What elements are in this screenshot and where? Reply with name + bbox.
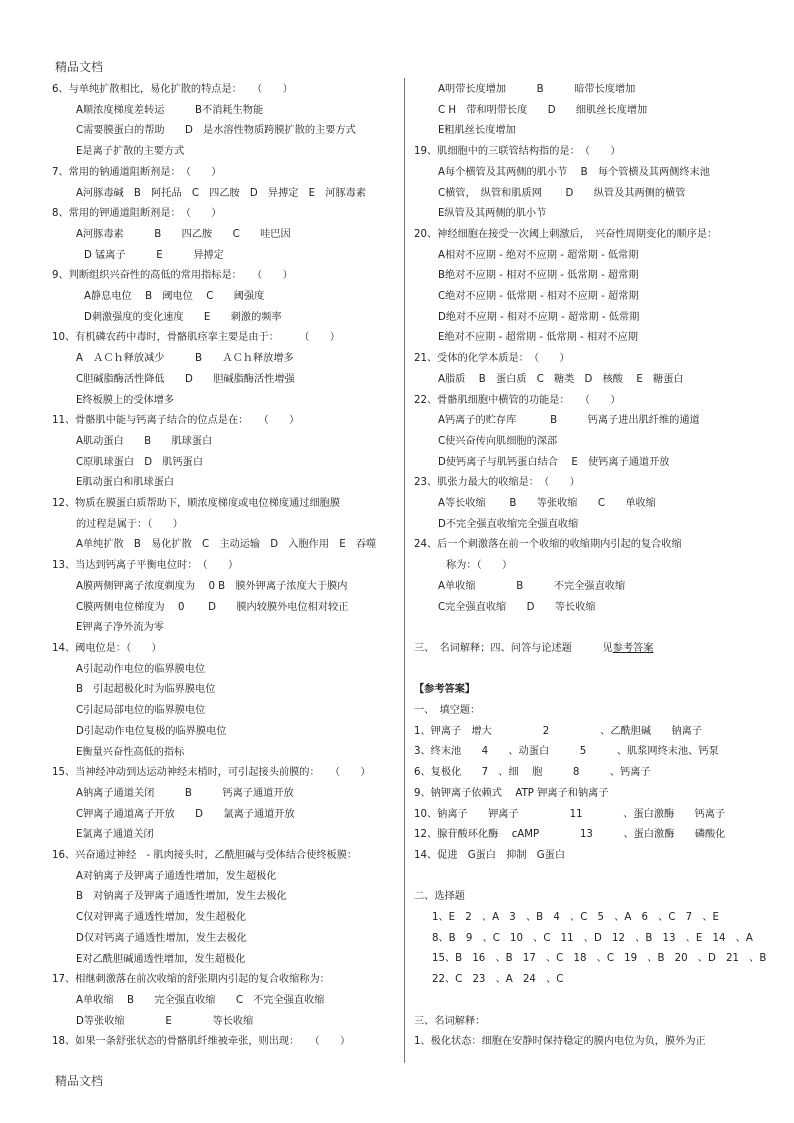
text-line: A膜两侧钾离子浓度剃度为 0 B 膜外钾离子浓度大于膜内 bbox=[76, 580, 348, 592]
spacer bbox=[414, 618, 759, 639]
text-line: 1、钾离子 增大 2 、乙酰胆碱 钠离子 bbox=[414, 725, 703, 737]
answer-link-text: 参考答案 bbox=[612, 642, 654, 654]
question-line: 9、判断组织兴奋性的高低的常用指标是： （ ） bbox=[52, 270, 293, 282]
text-line: E绝对不应期 - 超常期 - 低常期 - 相对不应期 bbox=[438, 332, 638, 344]
text-line: D引起动作电位复极的临界膜电位 bbox=[76, 725, 227, 737]
text-line: D使钙离子与肌钙蛋白结合 E 使钙离子通道开放 bbox=[438, 456, 670, 468]
text-line: A相对不应期 - 绝对不应期 - 超常期 - 低常期 bbox=[438, 249, 639, 261]
text-line: C原肌球蛋白 D 肌钙蛋白 bbox=[76, 456, 204, 468]
text-line: A明带长度增加 B 暗带长度增加 bbox=[438, 84, 636, 95]
question-line: 23、肌张力最大的收缩是： （ ） bbox=[414, 477, 580, 489]
text-line: 称为：（ ） bbox=[446, 560, 513, 572]
text-line: 3、终末池 4 、动蛋白 5 、肌浆网终末池、钙泵 bbox=[414, 746, 719, 758]
text-line: D绝对不应期 - 相对不应期 - 超常期 - 低常期 bbox=[438, 311, 640, 323]
question-line: 21、受体的化学本质是： （ ） bbox=[414, 353, 570, 365]
text-line: 12、腺苷酸环化酶 cAMP 13 、蛋白激酶 磷酸化 bbox=[414, 829, 726, 841]
text-line: B 对钠离子及钾离子通透性增加，发生去极化 bbox=[76, 891, 287, 903]
text-line: 三、 名词解释；四、问答与论述题 见参考答案 bbox=[414, 642, 654, 654]
question-line: 17、相继刺激落在前次收缩的舒张期内引起的复合收缩称为： bbox=[52, 974, 330, 986]
page-header: 精品文档 bbox=[55, 60, 104, 74]
text-line: C横管， 纵管和肌质网 D 纵管及其两侧的横管 bbox=[438, 187, 686, 199]
text-line: E粗肌丝长度增加 bbox=[438, 125, 516, 137]
text-line: 15、B 16 、B 17 、C 18 、C 19 、B 20 、D 21 、B bbox=[432, 953, 767, 965]
text-line: A脂质 B 蛋白质 C 糖类 D 核酸 E 糖蛋白 bbox=[438, 373, 684, 385]
question-line: 14、阈电位是：（ ） bbox=[52, 642, 162, 654]
text-line: A等长收缩 B 等张收缩 C 单收缩 bbox=[438, 498, 656, 510]
text-line: C完全强直收缩 D 等长收缩 bbox=[438, 601, 596, 613]
text-line: C使兴奋传向肌细胞的深部 bbox=[438, 435, 558, 447]
text-line: A单纯扩散 B 易化扩散 C 主动运输 D 入胞作用 E 吞噬 bbox=[76, 539, 377, 551]
text-line: A每个横管及其两侧的肌小节 B 每个管横及其两侧终末池 bbox=[438, 166, 710, 178]
text-line: 【参考答案】 bbox=[414, 684, 476, 696]
text-line: A ＡＣｈ释放减少 B ＡＣｈ释放增多 bbox=[76, 353, 294, 365]
text-line: E对乙酰胆碱通透性增加，发生超极化 bbox=[76, 953, 246, 965]
question-line: 11、骨骼肌中能与钙离子结合的位点是在： （ ） bbox=[52, 415, 300, 427]
text-line: 22、C 23 、A 24 、C bbox=[432, 974, 564, 986]
text-line: A对钠离子及钾离子通透性增加，发生超极化 bbox=[76, 870, 277, 882]
text-line: E钾离子净外流为零 bbox=[76, 622, 164, 634]
text-line: D不完全强直收缩完全强直收缩 bbox=[438, 518, 579, 530]
text-line: E肌动蛋白和肌球蛋白 bbox=[76, 477, 175, 489]
text-line: A钠离子通道关闭 B 钙离子通道开放 bbox=[76, 787, 294, 799]
text-line: C仅对钾离子通透性增加，发生超极化 bbox=[76, 912, 247, 924]
text-line: 三、名词解释： bbox=[414, 1015, 486, 1027]
text-line: C胆碱脂酶活性降低 D 胆碱脂酶活性增强 bbox=[76, 373, 295, 385]
text-line: 的过程是属于：（ ） bbox=[76, 518, 183, 530]
text-line: C绝对不应期 - 低常期 - 相对不应期 - 超常期 bbox=[438, 291, 639, 303]
text-line: C H 带和明带长度 D 细肌丝长度增加 bbox=[438, 104, 648, 116]
text-line: A单收缩 B 完全强直收缩 C 不完全强直收缩 bbox=[76, 994, 325, 1006]
spacer bbox=[414, 991, 759, 1012]
page-footer: 精品文档 bbox=[55, 1074, 104, 1088]
text-line: 二、选择题 bbox=[414, 891, 465, 903]
text-line: B 引起超极化时为临界膜电位 bbox=[76, 684, 216, 696]
text-line: 14、促进 G蛋白 抑制 G蛋白 bbox=[414, 849, 566, 861]
right-column bbox=[414, 80, 767, 1053]
question-line: 19、肌细胞中的三联管结构指的是： （ ） bbox=[414, 146, 621, 158]
text-line: C需要膜蛋白的帮助 D 是水溶性物质跨膜扩散的主要方式 bbox=[76, 125, 356, 137]
question-line: 20、神经细胞在接受一次阈上刺激后， 兴奋性周期变化的顺序是： bbox=[414, 228, 718, 240]
left-column bbox=[52, 80, 402, 1053]
text-line: A河豚毒碱 B 阿托品 C 四乙胺 D 异搏定 E 河豚毒素 bbox=[76, 187, 367, 199]
text-line: 1、极化状态：细胞在安静时保持稳定的膜内电位为负，膜外为正 bbox=[414, 1036, 706, 1048]
text-line: 8、B 9 、C 10 、C 11 、D 12 、B 13 、E 14 、A bbox=[432, 932, 753, 944]
question-line: 7、常用的钠通道阻断剂是： （ ） bbox=[52, 166, 222, 178]
text-line: E纵管及其两侧的肌小节 bbox=[438, 208, 547, 220]
question-line: 15、当神经冲动到达运动神经末梢时，可引起接头前膜的： （ ） bbox=[52, 767, 371, 779]
text-line: D仅对钙离子通透性增加，发生去极化 bbox=[76, 932, 247, 944]
text-line: D 锰离子 E 异搏定 bbox=[84, 249, 224, 261]
text-line: A河豚毒素 B 四乙胺 C 哇巴因 bbox=[76, 228, 291, 240]
question-line: 24、后一个刺激落在前一个收缩的收缩期内引起的复合收缩 bbox=[414, 539, 682, 551]
text-line: E氯离子通道关闭 bbox=[76, 829, 154, 841]
text-line: B绝对不应期 - 相对不应期 - 低常期 - 超常期 bbox=[438, 270, 639, 282]
text-line: C钾离子通道离子开放 D 氯离子通道开放 bbox=[76, 808, 295, 820]
question-line: 12、物质在膜蛋白质帮助下，顺浓度梯度或电位梯度通过细胞膜 bbox=[52, 498, 341, 510]
question-line: 8、常用的钾通道阻断剂是： （ ） bbox=[52, 208, 222, 220]
text-line: 6、复极化 7 、细 胞 8 、钙离子 bbox=[414, 767, 651, 779]
spacer bbox=[414, 660, 759, 681]
question-line: 16、兴奋通过神经 - 肌肉接头时，乙酰胆碱与受体结合使终板膜： bbox=[52, 850, 358, 862]
question-line: 22、骨骼肌细胞中横管的功能是： （ ） bbox=[414, 394, 621, 406]
column-divider bbox=[404, 78, 405, 1063]
text-line: C引起局部电位的临界膜电位 bbox=[76, 705, 206, 717]
text-line: A单收缩 B 不完全强直收缩 bbox=[438, 580, 626, 592]
question-line: 6、与单纯扩散相比，易化扩散的特点是： （ ） bbox=[52, 84, 293, 95]
text-line: 9、钠钾离子依赖式 ATP 钾离子和钠离子 bbox=[414, 787, 609, 799]
question-line: 10、有机磷农药中毒时，骨骼肌痉挛主要是由于： （ ） bbox=[52, 332, 341, 344]
question-line: 18、如果一条舒张状态的骨骼肌纤维被牵张，则出现： （ ） bbox=[52, 1036, 351, 1048]
text-line: E是离子扩散的主要方式 bbox=[76, 146, 185, 158]
text-line: A引起动作电位的临界膜电位 bbox=[76, 663, 206, 675]
text-line: 1、E 2 、A 3 、B 4 、C 5 、A 6 、C 7 、E bbox=[432, 912, 719, 924]
text-line: A钙离子的贮存库 B 钙离子进出肌纤维的通道 bbox=[438, 415, 700, 427]
text-line: 一、 填空题： bbox=[414, 705, 481, 717]
spacer bbox=[414, 867, 759, 888]
text-line: D等张收缩 E 等长收缩 bbox=[76, 1015, 254, 1027]
text-line: D刺激强度的变化速度 E 刺激的频率 bbox=[84, 311, 282, 323]
text-line: A静息电位 B 阈电位 C 阈强度 bbox=[84, 291, 265, 303]
text-line: E终板膜上的受体增多 bbox=[76, 394, 175, 406]
text-line: 10、钠离子 钾离子 11 、蛋白激酶 钙离子 bbox=[414, 808, 726, 820]
text-line: A顺浓度梯度差转运 B不消耗生物能 bbox=[76, 104, 264, 116]
text-line: E衡量兴奋性高低的指标 bbox=[76, 746, 185, 758]
question-line: 13、当达到钙离子平衡电位时： （ ） bbox=[52, 560, 239, 572]
text-line: C膜两侧电位梯度为 0 D 膜内较膜外电位相对较正 bbox=[76, 601, 349, 613]
text-line: A肌动蛋白 B 肌球蛋白 bbox=[76, 435, 213, 447]
